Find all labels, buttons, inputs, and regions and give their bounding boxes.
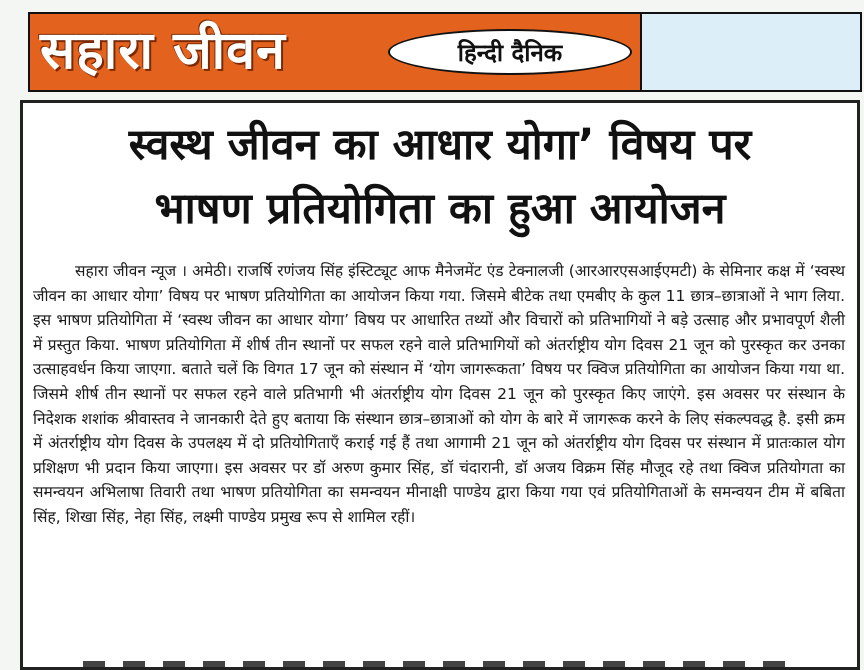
daily-label: हिन्दी दैनिक [457,38,563,67]
news-article [20,100,860,670]
headline-line-1: स्वस्थ जीवन का आधार योगा’ विषय पर [128,120,752,170]
daily-badge [388,29,632,75]
masthead [28,12,862,92]
article-body: सहारा जीवन न्यूज । अमेठी। राजर्षि रणंजय सिंह इंस्टिट्यूट आफ मैनेजमेंट एंड टेक्नालजी (आरआरएसआईएमटी) के सेमिनार कक्ष में ‘स्वस्थ जीवन का आधार योगा’ विषय पर भाषण प्रतियोगिता का आयोजन किया गया. जिसमे बीटेक तथा एमबीए के कुल 11 छात्र–छात्राओं ने भाग लिया. इस भाषण प्रतियोगिता में ‘स्वस्थ जीवन का आधार योगा’ विषय पर आधारित तथ्यों और विचारों को प्रतिभागियों ने बड़े उत्साह और प्रभावपूर्ण शैली में प्रस्तुत किया. भाषण प्रतियोगिता में शीर्ष तीन स्थानों पर सफल रहने वाले प्रतिभागियों को अंतर्राष्ट्रीय योग दिवस 21 जून को पुरस्कृत कर उनका उत्साहवर्धन किया जाएगा. बताते चलें कि विगत 17 जून को संस्थान में ‘योग जागरूकता’ विषय पर क्विज प्रतियोगिता का आयोजन किया गया था. जिसमे शीर्ष तीन स्थानों पर सफल रहने वाले प्रतिभागी भी अंतर्राष्ट्रीय योग दिवस 21 जून को पुरस्कृत किए जाएंगे. इस अवसर पर संस्थान के निदेशक शशांक श्रीवास्तव ने जानकारी देते हुए बताया कि संस्थान छात्र–छात्राओं को योग के बारे में जागरूक करने के लिए संकल्पवद्ध है. इसी क्रम में अंतर्राष्ट्रीय योग दिवस के उपलक्ष्य में दो प्रतियोगिताएँ कराई गई हैं तथा आगामी 21 जून को अंतर्राष्ट्रीय योग दिवस पर संस्थान में प्रातःकाल योग प्रशिक्षण भी प्रदान किया जाएगा। इस अवसर पर डॉ अरुण कुमार सिंह, डॉ चंदारानी, डॉ अजय विक्रम सिंह मौजूद रहे तथा क्विज प्रतियोगता का समन्वयन अभिलाषा तिवारी तथा भाषण प्रतियोगिता का समन्वयन मीनाक्षी पाण्डेय द्वारा किया गया एवं प्रतियोगिताओं के समन्वयन टीम में बबिता सिंह, शिखा सिंह, नेहा सिंह, लक्ष्मी पाण्डेय प्रमुख रूप से शामिल रहीं। [33,262,845,526]
newspaper-name: सहारा जीवन [40,21,286,81]
masthead-side-panel [640,14,860,90]
cropped-next-headline [83,661,803,670]
masthead-brand-panel [30,14,642,90]
headline-line-2: भाषण प्रतियोगिता का हुआ आयोजन [154,184,726,234]
article-headline [23,113,857,241]
